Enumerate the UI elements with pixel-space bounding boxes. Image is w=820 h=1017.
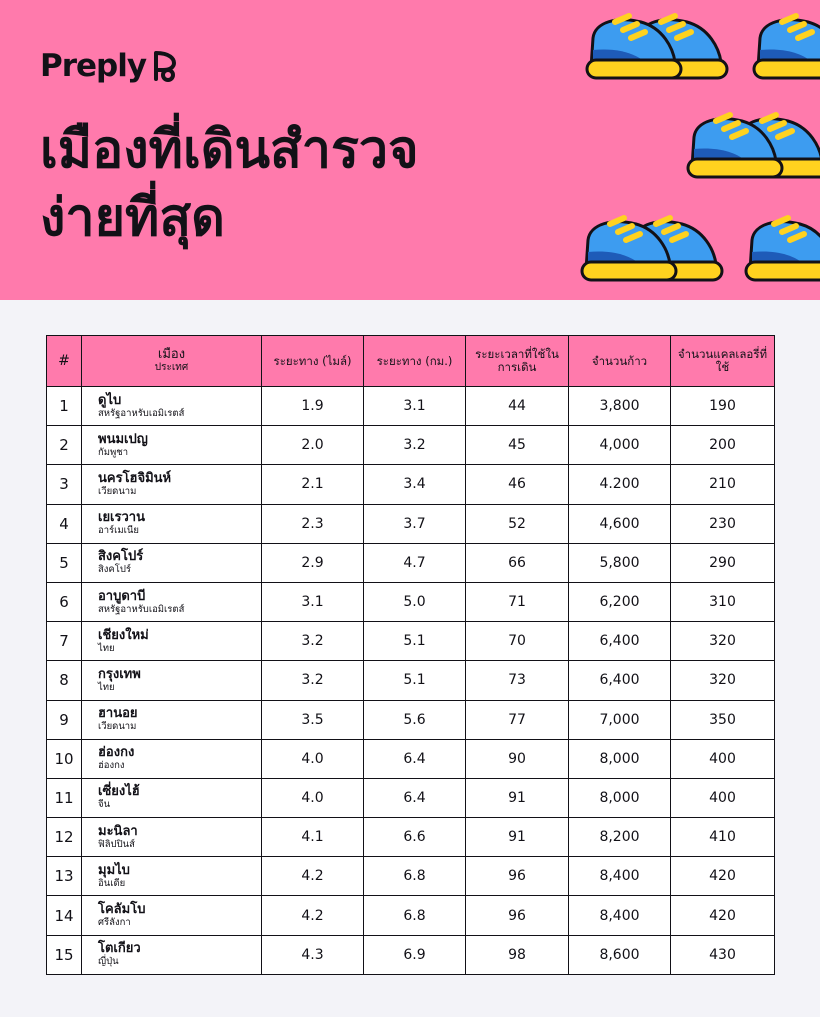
calories-cell: 430 (671, 935, 775, 974)
logo-text: Preply (40, 48, 147, 84)
distance-miles-cell: 4.3 (262, 935, 364, 974)
country-name: ฮ่องกง (98, 760, 125, 772)
table-row (47, 426, 775, 465)
rank-cell: 12 (47, 818, 82, 857)
distance-miles-cell: 2.3 (262, 504, 364, 543)
country-name: สหรัฐอาหรับเอมิเรตส์ (98, 603, 185, 615)
city-name: พนมเปญ (98, 431, 148, 447)
city-cell (82, 818, 262, 857)
calories-cell: 410 (671, 818, 775, 857)
city-cell (82, 896, 262, 935)
country-name: ศรีลังกา (98, 917, 131, 929)
city-cell (82, 700, 262, 739)
table-header-row (47, 336, 775, 387)
rank-cell: 1 (47, 387, 82, 426)
walking-time-cell: 71 (466, 582, 569, 621)
distance-miles-cell: 4.0 (262, 778, 364, 817)
distance-km-cell: 6.6 (364, 818, 466, 857)
calories-cell: 310 (671, 582, 775, 621)
rank-cell: 4 (47, 504, 82, 543)
steps-cell: 8,600 (569, 935, 671, 974)
rank-cell: 11 (47, 778, 82, 817)
country-name: เวียดนาม (98, 721, 137, 733)
walking-time-cell: 96 (466, 857, 569, 896)
walking-time-cell: 44 (466, 387, 569, 426)
country-name: กัมพูชา (98, 446, 129, 458)
city-name: โตเกียว (98, 941, 141, 957)
distance-km-cell: 6.4 (364, 778, 466, 817)
table-row (47, 778, 775, 817)
table-row (47, 622, 775, 661)
distance-miles-cell: 3.2 (262, 622, 364, 661)
preply-mark-icon (150, 49, 180, 83)
country-name: เวียดนาม (98, 485, 137, 497)
distance-km-cell: 6.8 (364, 857, 466, 896)
walking-time-cell: 46 (466, 465, 569, 504)
rank-cell: 5 (47, 543, 82, 582)
steps-cell: 4.200 (569, 465, 671, 504)
table-row (47, 504, 775, 543)
distance-km-cell: 3.2 (364, 426, 466, 465)
city-name: เชียงใหม่ (98, 627, 149, 643)
city-cell (82, 387, 262, 426)
sneaker-illustration (585, 8, 735, 83)
walking-time-cell: 91 (466, 818, 569, 857)
sneaker-illustration (686, 107, 820, 182)
table-row (47, 739, 775, 778)
page-title (40, 116, 580, 252)
calories-cell: 420 (671, 857, 775, 896)
distance-miles-cell: 4.2 (262, 896, 364, 935)
table-row (47, 700, 775, 739)
preply-logo (40, 48, 180, 84)
steps-cell: 6,200 (569, 582, 671, 621)
calories-cell: 290 (671, 543, 775, 582)
walking-time-cell: 73 (466, 661, 569, 700)
city-name: อาบูดาบี (98, 588, 146, 604)
distance-km-cell: 5.6 (364, 700, 466, 739)
table-row (47, 387, 775, 426)
distance-miles-cell: 4.2 (262, 857, 364, 896)
steps-cell: 6,400 (569, 622, 671, 661)
calories-cell: 320 (671, 661, 775, 700)
table-row (47, 896, 775, 935)
calories-cell: 200 (671, 426, 775, 465)
city-cell (82, 661, 262, 700)
header-calories: จำนวนแคลเลอรี่ที่ใช้ (671, 336, 775, 387)
walking-time-cell: 66 (466, 543, 569, 582)
city-name: กรุงเทพ (98, 666, 141, 682)
distance-miles-cell: 1.9 (262, 387, 364, 426)
rank-cell: 15 (47, 935, 82, 974)
steps-cell: 8,200 (569, 818, 671, 857)
table-row (47, 857, 775, 896)
city-name: โคลัมโบ (98, 902, 146, 918)
title-line-2: ง่ายที่สุด (40, 188, 225, 248)
rank-cell: 6 (47, 582, 82, 621)
distance-miles-cell: 3.5 (262, 700, 364, 739)
rank-cell: 9 (47, 700, 82, 739)
distance-miles-cell: 4.1 (262, 818, 364, 857)
table-row (47, 465, 775, 504)
country-name: อาร์เมเนีย (98, 525, 139, 537)
city-cell (82, 857, 262, 896)
calories-cell: 400 (671, 739, 775, 778)
country-name: ไทย (98, 681, 115, 693)
country-name: จีน (98, 799, 111, 811)
rank-cell: 2 (47, 426, 82, 465)
header-city (82, 336, 262, 387)
steps-cell: 5,800 (569, 543, 671, 582)
table-row (47, 818, 775, 857)
city-name: เยเรวาน (98, 510, 145, 526)
steps-cell: 8,000 (569, 739, 671, 778)
rank-cell: 8 (47, 661, 82, 700)
distance-km-cell: 6.4 (364, 739, 466, 778)
table-row (47, 543, 775, 582)
rank-cell: 14 (47, 896, 82, 935)
rank-cell: 10 (47, 739, 82, 778)
distance-miles-cell: 3.2 (262, 661, 364, 700)
city-name: มะนิลา (98, 823, 138, 839)
city-cell (82, 622, 262, 661)
steps-cell: 3,800 (569, 387, 671, 426)
country-name: สหรัฐอาหรับเอมิเรตส์ (98, 407, 185, 419)
header-distance-miles: ระยะทาง (ไมล์) (262, 336, 364, 387)
steps-cell: 4,000 (569, 426, 671, 465)
header-walking-time: ระยะเวลาที่ใช้ในการเดิน (466, 336, 569, 387)
steps-cell: 8,400 (569, 896, 671, 935)
steps-cell: 8,000 (569, 778, 671, 817)
distance-km-cell: 3.4 (364, 465, 466, 504)
distance-km-cell: 5.1 (364, 661, 466, 700)
walking-time-cell: 96 (466, 896, 569, 935)
walking-time-cell: 70 (466, 622, 569, 661)
walking-time-cell: 90 (466, 739, 569, 778)
walkable-cities-table (46, 335, 774, 975)
city-cell (82, 504, 262, 543)
distance-km-cell: 3.1 (364, 387, 466, 426)
city-cell (82, 543, 262, 582)
city-name: เซี่ยงไฮ้ (98, 784, 140, 800)
header-city-label: เมือง (157, 347, 186, 362)
city-name: ดูไบ (98, 392, 122, 408)
country-name: ไทย (98, 642, 115, 654)
header-rank: # (47, 336, 82, 387)
country-name: สิงคโปร์ (98, 564, 132, 576)
table-row (47, 582, 775, 621)
sneaker-illustration (744, 210, 820, 285)
city-name: ฮ่องกง (98, 745, 135, 761)
city-name: ฮานอย (98, 706, 138, 722)
header-country-label: ประเทศ (154, 362, 189, 373)
walking-time-cell: 91 (466, 778, 569, 817)
steps-cell: 6,400 (569, 661, 671, 700)
distance-km-cell: 4.7 (364, 543, 466, 582)
distance-miles-cell: 4.0 (262, 739, 364, 778)
header-distance-km: ระยะทาง (กม.) (364, 336, 466, 387)
distance-km-cell: 6.8 (364, 896, 466, 935)
table-row (47, 935, 775, 974)
calories-cell: 420 (671, 896, 775, 935)
distance-km-cell: 6.9 (364, 935, 466, 974)
country-name: ฟิลิปปินส์ (98, 838, 135, 850)
calories-cell: 350 (671, 700, 775, 739)
country-name: ญี่ปุ่น (98, 956, 119, 968)
steps-cell: 4,600 (569, 504, 671, 543)
city-cell (82, 465, 262, 504)
walking-time-cell: 52 (466, 504, 569, 543)
calories-cell: 320 (671, 622, 775, 661)
distance-miles-cell: 2.0 (262, 426, 364, 465)
city-name: สิงคโปร์ (98, 549, 144, 565)
steps-cell: 7,000 (569, 700, 671, 739)
city-name: นครโฮจิมินห์ (98, 470, 172, 486)
walking-time-cell: 77 (466, 700, 569, 739)
city-cell (82, 778, 262, 817)
walking-time-cell: 98 (466, 935, 569, 974)
calories-cell: 190 (671, 387, 775, 426)
country-name: อินเดีย (98, 877, 126, 889)
table-row (47, 661, 775, 700)
city-cell (82, 935, 262, 974)
distance-km-cell: 5.0 (364, 582, 466, 621)
calories-cell: 400 (671, 778, 775, 817)
steps-cell: 8,400 (569, 857, 671, 896)
city-name: มุมไบ (98, 862, 130, 878)
distance-miles-cell: 3.1 (262, 582, 364, 621)
rank-cell: 13 (47, 857, 82, 896)
city-cell (82, 739, 262, 778)
rank-cell: 7 (47, 622, 82, 661)
city-cell (82, 582, 262, 621)
distance-km-cell: 3.7 (364, 504, 466, 543)
calories-cell: 230 (671, 504, 775, 543)
title-line-1: เมืองที่เดินสำรวจ (40, 120, 419, 180)
distance-miles-cell: 2.1 (262, 465, 364, 504)
walking-time-cell: 45 (466, 426, 569, 465)
sneaker-illustration (752, 8, 820, 83)
city-cell (82, 426, 262, 465)
hero-banner (0, 0, 820, 300)
header-steps: จำนวนก้าว (569, 336, 671, 387)
calories-cell: 210 (671, 465, 775, 504)
distance-miles-cell: 2.9 (262, 543, 364, 582)
sneaker-illustration (580, 210, 730, 285)
rank-cell: 3 (47, 465, 82, 504)
distance-km-cell: 5.1 (364, 622, 466, 661)
